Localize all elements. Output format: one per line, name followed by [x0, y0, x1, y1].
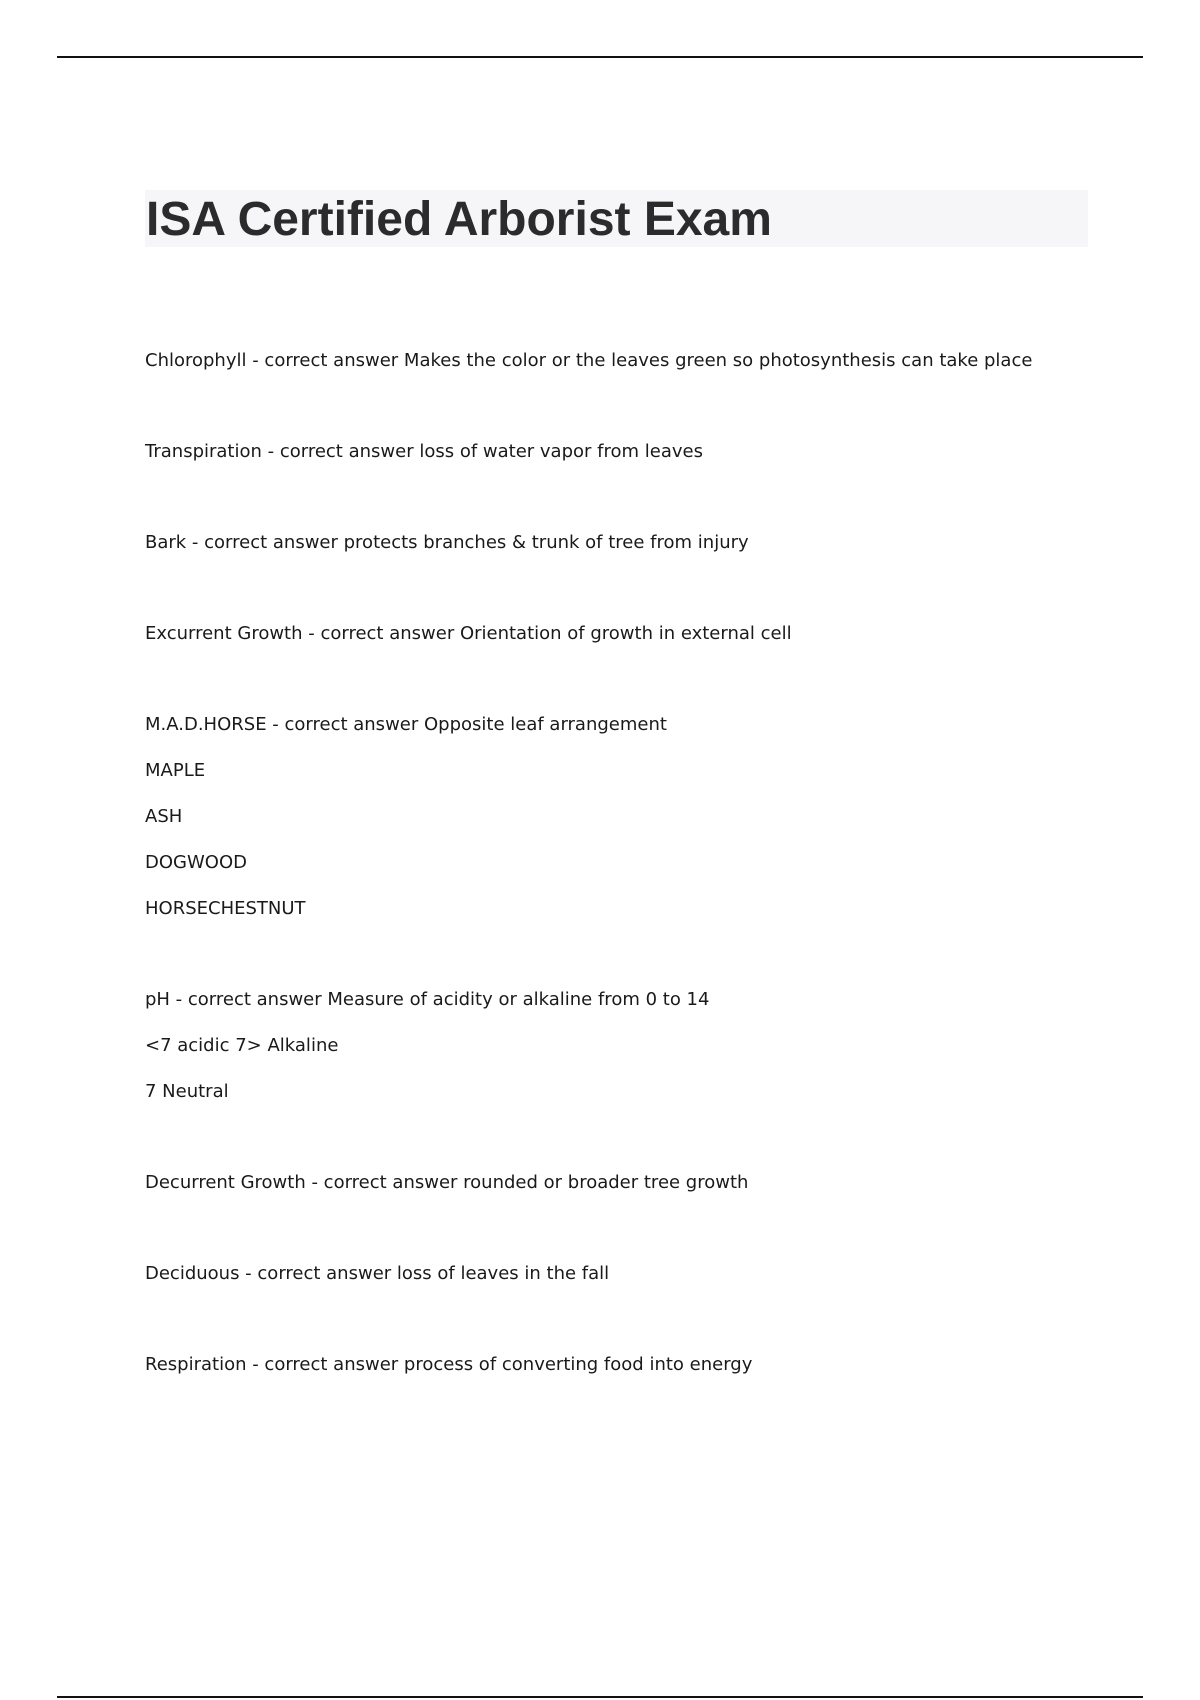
qa-entry: [145, 1160, 1105, 1206]
qa-term-line: Decurrent Growth - correct answer rounded or broader tree growth: [145, 1172, 749, 1193]
qa-term-line: Excurrent Growth - correct answer Orientation of growth in external cell: [145, 623, 792, 644]
qa-term-line: Bark - correct answer protects branches & trunk of tree from injury: [145, 532, 749, 553]
qa-entry: [145, 977, 1105, 1115]
qa-term-line: Chlorophyll - correct answer Makes the color or the leaves green so photosynthesis can take place: [145, 350, 1033, 371]
qa-entry: [145, 520, 1105, 566]
bottom-rule: [57, 1696, 1143, 1698]
qa-entry: [145, 611, 1105, 657]
qa-detail-line: ASH: [145, 806, 183, 827]
qa-term-line: Respiration - correct answer process of converting food into energy: [145, 1354, 753, 1375]
qa-entry: [145, 702, 1105, 932]
qa-entry: [145, 338, 1105, 384]
qa-detail-line: MAPLE: [145, 760, 206, 781]
qa-detail-line: 7 Neutral: [145, 1081, 229, 1102]
top-rule: [57, 56, 1143, 58]
qa-entry: [145, 1342, 1105, 1388]
qa-term-line: pH - correct answer Measure of acidity or alkaline from 0 to 14: [145, 989, 710, 1010]
qa-entry: [145, 429, 1105, 475]
qa-term-line: M.A.D.HORSE - correct answer Opposite leaf arrangement: [145, 714, 667, 735]
qa-entry: [145, 1251, 1105, 1297]
qa-detail-line: DOGWOOD: [145, 852, 247, 873]
qa-term-line: Transpiration - correct answer loss of water vapor from leaves: [145, 441, 703, 462]
qa-detail-line: HORSECHESTNUT: [145, 898, 306, 919]
qa-term-line: Deciduous - correct answer loss of leaves in the fall: [145, 1263, 610, 1284]
qa-detail-line: <7 acidic 7> Alkaline: [145, 1035, 339, 1056]
qa-list: [145, 338, 1105, 1433]
document-title: ISA Certified Arborist Exam: [146, 193, 772, 246]
